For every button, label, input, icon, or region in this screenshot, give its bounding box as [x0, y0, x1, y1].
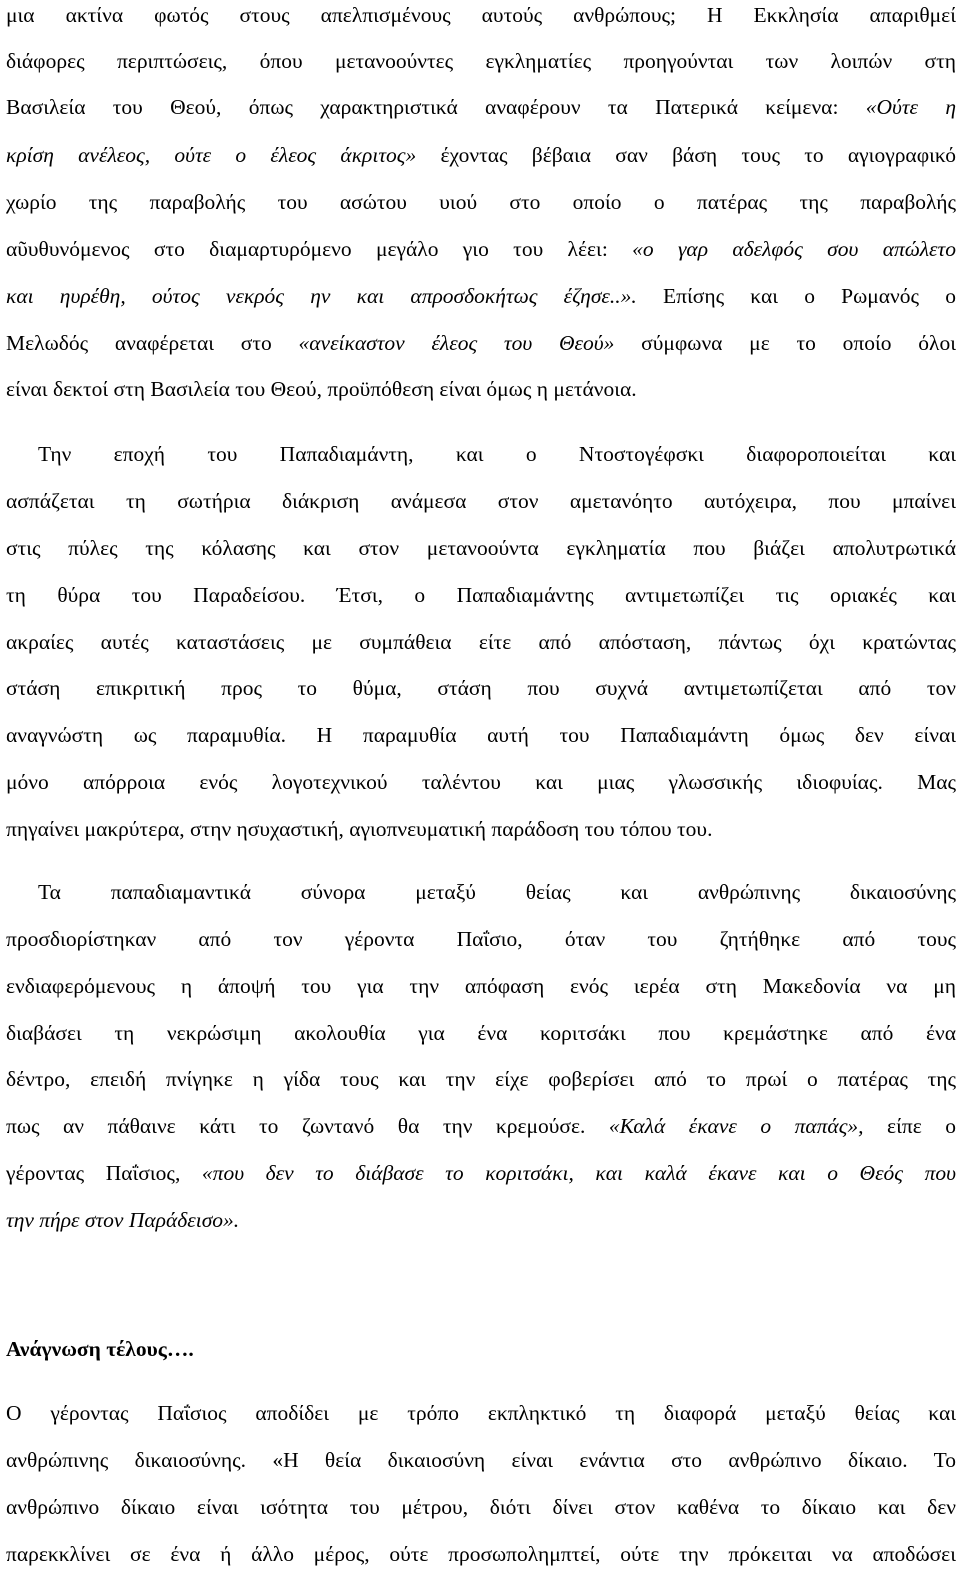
paragraph-3-line-1: Τα παπαδιαμαντικά σύνορα μεταξύ θείας και ανθρώπινης δικαιοσύνης	[38, 880, 956, 904]
paragraph-2-line-7: αναγνώστη ως παραμυθία. Η παραμυθία αυτή του Παπαδιαμάντη όμως δεν είναι	[6, 723, 956, 747]
italic-quote: την πήρε στον Παράδεισο».	[6, 1208, 240, 1232]
paragraph-3-line-7	[6, 1158, 956, 1188]
text-run: πως αν πάθαινε κάτι το ζωντανό θα την κρεμούσε.	[6, 1114, 609, 1138]
paragraph-1-line-3	[6, 92, 956, 122]
paragraph-1-line-7	[6, 281, 956, 311]
paragraph-1-line-9: είναι δεκτοί στη Βασιλεία του Θεού, προϋπόθεση είναι όμως η μετάνοια.	[6, 377, 637, 401]
paragraph-1-line-5: χωρίο της παραβολής του ασώτου υιού στο οποίο ο πατέρας της παραβολής	[6, 190, 956, 214]
italic-quote: «ανείκαστον έλεος του Θεού»	[298, 331, 615, 355]
paragraph-1-line-2: διάφορες περιπτώσεις, όπου μετανοούντες εγκληματίες προηγούνται των λοιπών στη	[6, 49, 956, 73]
italic-quote: «ο γαρ αδελφός σου απώλετο	[632, 237, 956, 261]
section-heading: Ανάγνωση τέλους….	[6, 1337, 194, 1361]
paragraph-4-line-1: Ο γέροντας Παΐσιος αποδίδει με τρόπο εκπληκτικό τη διαφορά μεταξύ θείας και	[6, 1401, 956, 1425]
paragraph-3-line-6	[6, 1111, 956, 1141]
text-run: είπε ο	[863, 1114, 956, 1138]
italic-quote: και ηυρέθη, ούτος νεκρός ην και απροσδοκήτως έζησε..».	[6, 284, 637, 308]
paragraph-2-line-9: πηγαίνει μακρύτερα, στην ησυχαστική, αγιοπνευματική παράδοση του τόπου του.	[6, 817, 713, 841]
paragraph-2-line-1: Την εποχή του Παπαδιαμάντη, και ο Ντοστογέφσκι διαφοροποιείται και	[38, 442, 956, 466]
paragraph-2-line-4: τη θύρα του Παραδείσου. Έτσι, ο Παπαδιαμάντης αντιμετωπίζει τις οριακές και	[6, 583, 956, 607]
paragraph-2-line-5: ακραίες αυτές καταστάσεις με συμπάθεια είτε από απόσταση, πάντως όχι κρατώντας	[6, 630, 956, 654]
italic-quote: κρίση ανέλεος, ούτε ο έλεος άκριτος»	[6, 143, 417, 167]
paragraph-3-line-5: δέντρο, επειδή πνίγηκε η γίδα τους και την είχε φοβερίσει από το πρωί ο πατέρας της	[6, 1067, 956, 1091]
paragraph-3-line-3: ενδιαφερόμενους η άποψή του για την απόφαση ενός ιερέα στη Μακεδονία να μη	[6, 974, 956, 998]
paragraph-4-line-3: ανθρώπινο δίκαιο είναι ισότητα του μέτρου, διότι δίνει στον καθένα το δίκαιο και δεν	[6, 1495, 956, 1519]
paragraph-2-line-3: στις πύλες της κόλασης και στον μετανοούντα εγκληματία που βιάζει απολυτρωτικά	[6, 536, 956, 560]
italic-quote: «που δεν το διάβασε το κοριτσάκι, και καλά έκανε και ο Θεός που	[201, 1161, 956, 1185]
text-run: Επίσης και ο Ρωμανός ο	[636, 284, 956, 308]
paragraph-4-line-4: παρεκκλίνει σε ένα ή άλλο μέρος, ούτε προσωπολημπτεί, ούτε την πρόκειται να αποδώσει	[6, 1542, 956, 1566]
paragraph-2-line-8: μόνο απόρροια ενός λογοτεχνικού ταλέντου και μιας γλωσσικής ιδιοφυίας. Μας	[6, 770, 956, 794]
italic-quote: «Καλά έκανε ο παπάς»,	[608, 1114, 864, 1138]
text-run: Βασιλεία του Θεού, όπως χαρακτηριστικά αναφέρουν τα Πατερικά κείμενα:	[6, 95, 866, 119]
paragraph-1-line-8	[6, 328, 956, 358]
paragraph-2-line-2: ασπάζεται τη σωτήρια διάκριση ανάμεσα στον αμετανόητο αυτόχειρα, που μπαίνει	[6, 489, 956, 513]
paragraph-1-line-6	[6, 234, 956, 264]
paragraph-3-line-2: προσδιορίστηκαν από τον γέροντα Παΐσιο, όταν του ζητήθηκε από τους	[6, 927, 956, 951]
text-run: αῦυθυνόμενος στο διαμαρτυρόμενο μεγάλο γιο του λέει:	[6, 237, 633, 261]
text-run: έχοντας βέβαια σαν βάση τους το αγιογραφικό	[416, 143, 956, 167]
paragraph-4-line-2: ανθρώπινης δικαιοσύνης. «Η θεία δικαιοσύνη είναι ενάντια στο ανθρώπινο δίκαιο. Το	[6, 1448, 956, 1472]
paragraph-1-line-4	[6, 140, 956, 170]
text-run: Μελωδός αναφέρεται στο	[6, 331, 299, 355]
text-run: γέροντας Παΐσιος,	[6, 1161, 202, 1185]
italic-quote: «Ούτε η	[865, 95, 956, 119]
paragraph-2-line-6: στάση επικριτική προς το θύμα, στάση που συχνά αντιμετωπίζεται από τον	[6, 676, 956, 700]
paragraph-3-line-8	[6, 1205, 956, 1235]
text-run: σύμφωνα με το οποίο όλοι	[614, 331, 956, 355]
paragraph-1-line-1: μια ακτίνα φωτός στους απελπισμένους αυτούς ανθρώπους; Η Εκκλησία απαριθμεί	[6, 3, 956, 27]
paragraph-3-line-4: διαβάσει τη νεκρώσιμη ακολουθία για ένα κοριτσάκι που κρεμάστηκε από ένα	[6, 1021, 956, 1045]
